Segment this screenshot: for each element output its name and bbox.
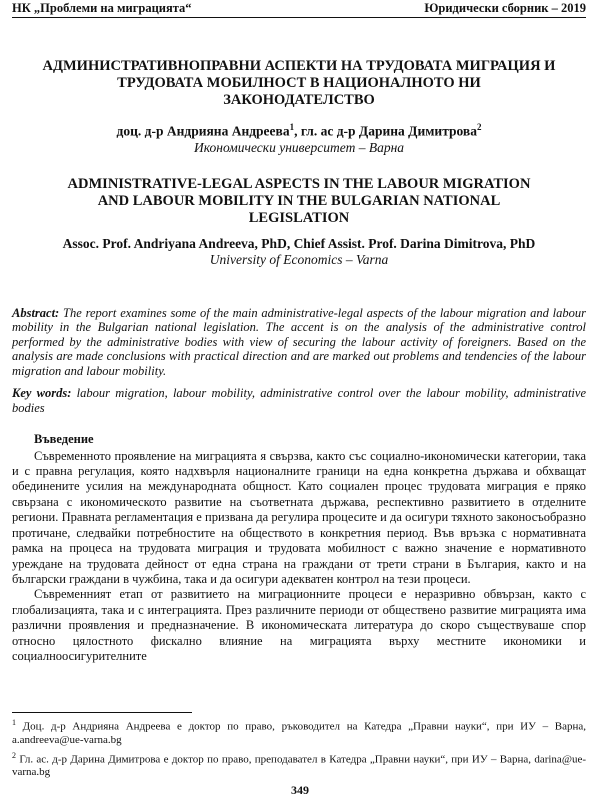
footnotes <box>12 716 586 781</box>
author-separator: , <box>294 123 301 139</box>
keywords-text: labour migration, labour mobility, administrative control over the labour mobility, administrative bodies <box>12 386 586 416</box>
abstract-label: Abstract: <box>12 305 60 320</box>
paragraph: Съвременното проявление на миграцията я свързва, както със социално-икономически категории, така и с правна регулация, която надхвърля националните граници на една конкретна държава и обхващат обединените усилия на международната общност. Като социален процес трудовата миграция е пряко свързана с икономическото развитие на съответната държава, респективно развитието в отделните региони. Правната регламентация е призвана да регулира процесите и да осигури тяхното законосъобразно протичане, следвайки потребностите на обществото в конкретния период. Във връзка с нормативната рамка на процеса на трудовата миграция и трудовата мобилност с важно значение е нормативното уреждане на трудовата дейност от една страна на граждани от трети страни в България, както и на български граждани в чужбина, така и да осигури адекватен контрол на тези процеси. <box>12 448 586 586</box>
abstract-text: The report examines some of the main administrative-legal aspects of the labour migration and labour mobility in the Bulgarian national legislation. The accent is on the analysis of the administrative control performed by the administrative bodies with view of securing the labour activity of foreigners. Based on the analysis are made conclusions with practical direction and are marked out problems and tendencies of the labour migration and labour mobility. <box>12 305 586 378</box>
footnote-2-text: Гл. ас. д-р Дарина Димитрова е доктор по право, преподавател в Катедра „Правни науки“, при ИУ – Варна, darina@ue-varna.bg <box>12 753 586 779</box>
body-text <box>12 449 586 665</box>
title-bg: АДМИНИСТРАТИВНОПРАВНИ АСПЕКТИ НА ТРУДОВАТА МИГРАЦИЯ И ТРУДОВАТА МОБИЛНОСТ В НАЦИОНАЛНОТО НИ ЗАКОНОДАТЕЛСТВО <box>42 58 556 108</box>
header-left: НК „Проблеми на миграцията“ <box>12 1 192 15</box>
author-2: гл. ас д-р Дарина Димитрова <box>300 123 477 139</box>
footnote-mark-2[interactable]: 2 <box>476 122 482 132</box>
footnote-1-text: Доц. д-р Андрияна Андреева е доктор по право, ръководител на Катедра „Правни науки“, при ИУ – Варна, a.andreeva@ue-varna.bg <box>12 720 586 746</box>
page-number: 349 <box>291 783 309 797</box>
authors-en: Assoc. Prof. Andriyana Andreeva, PhD, Chief Assist. Prof. Darina Dimitrova, PhD <box>62 235 536 251</box>
running-header <box>12 0 586 18</box>
footnote-2-mark: 2 <box>12 750 16 760</box>
abstract <box>12 306 586 379</box>
authors-bg <box>12 119 586 140</box>
footnote-2 <box>12 749 586 780</box>
footnote-rule <box>12 712 192 713</box>
section-heading: Въведение <box>34 431 94 446</box>
header-right: Юридически сборник – 2019 <box>424 1 586 15</box>
affiliation-bg: Икономически университет – Варна <box>193 139 405 155</box>
footnote-1-mark: 1 <box>12 718 16 727</box>
footnote-1 <box>12 716 586 747</box>
keywords-label: Key words: <box>12 386 72 401</box>
keywords <box>12 386 586 415</box>
affiliation-en: University of Economics – Varna <box>209 251 389 267</box>
paragraph: Съвременният етап от развитието на миграционните процеси е неразривно обвързан, както с глобализацията, така и с интеграцията. През различните периоди от обществено развитие миграцията има различни проявления и предназначение. В икономическата литература до скоро съществуваше спор относно цялостното фискално влияние на миграцията върху местните икономики и социалноосигурителните <box>12 587 586 663</box>
footnote-mark-1[interactable]: 1 <box>289 122 295 132</box>
author-1: доц. д-р Андрияна Андреева <box>116 123 290 139</box>
title-en: ADMINISTRATIVE-LEGAL ASPECTS IN THE LABOUR MIGRATION AND LABOUR MOBILITY IN THE BULGARIAN NATIONAL LEGISLATION <box>67 175 531 226</box>
